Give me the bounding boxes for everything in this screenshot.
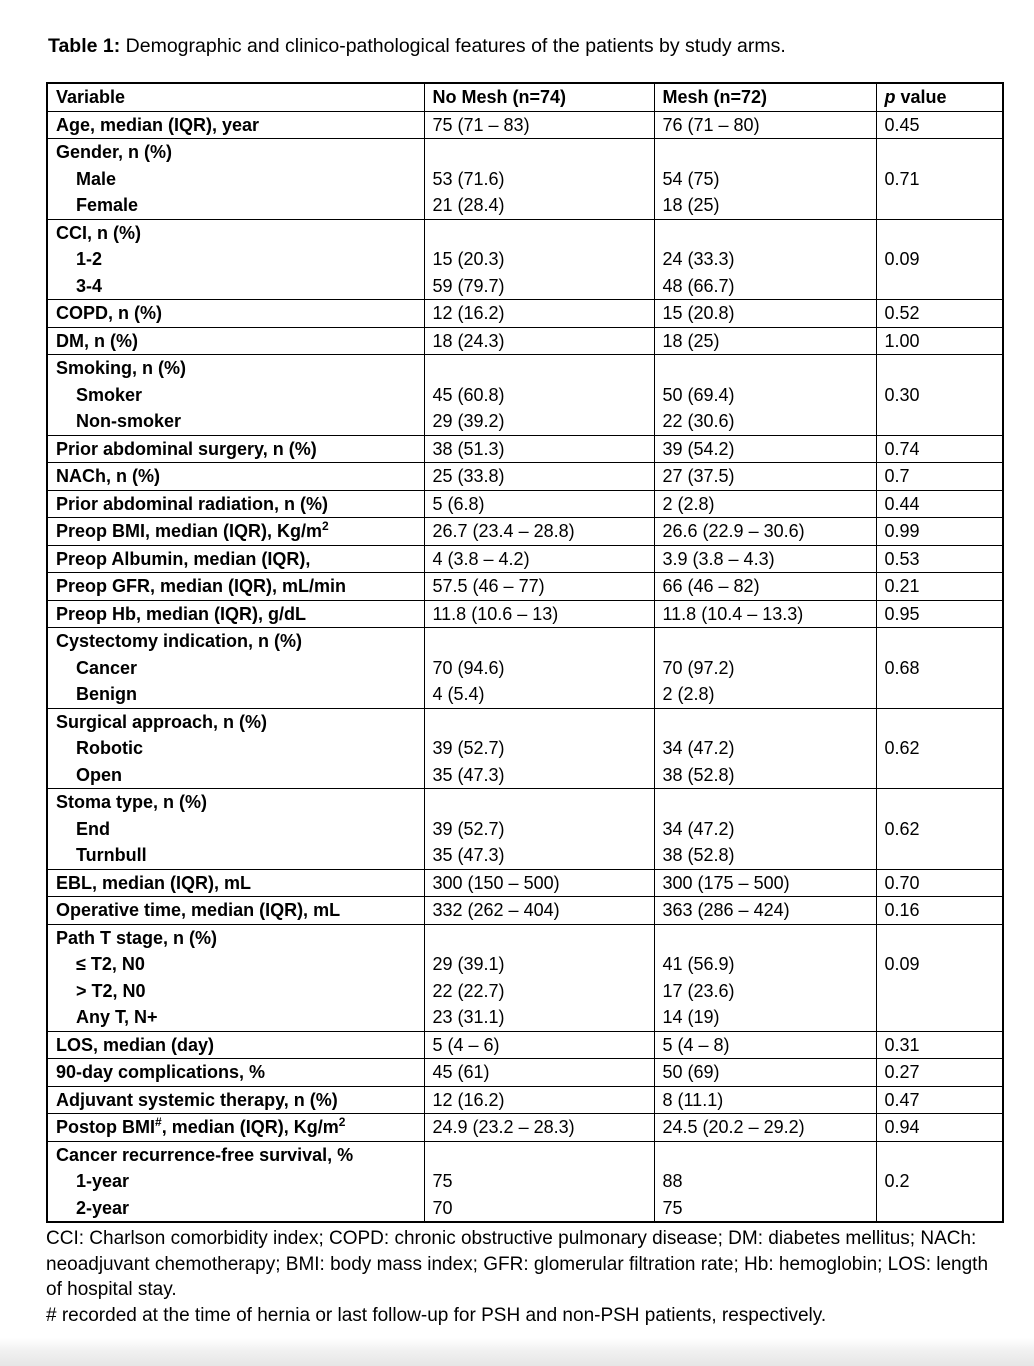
cell-line: 332 (262 – 404)	[432, 900, 560, 920]
cell-line: 0.62	[884, 818, 920, 839]
cell-line: 39 (52.7)	[432, 818, 505, 839]
cell-line	[885, 220, 995, 247]
p-value-cell	[876, 139, 1003, 220]
cell-line: 0.09	[884, 954, 920, 974]
cell-line: 0.70	[884, 872, 920, 893]
cell-line: 39 (54.2)	[662, 438, 735, 459]
no-mesh-cell	[424, 300, 654, 328]
demographics-table	[46, 82, 1004, 1223]
cell-line	[663, 628, 868, 655]
no-mesh-cell	[424, 219, 654, 300]
p-value-cell	[876, 219, 1003, 300]
p-value-cell	[876, 355, 1003, 436]
no-mesh-cell	[424, 139, 654, 220]
page-bottom-edge	[0, 1338, 1034, 1366]
table-row	[47, 518, 1003, 546]
cell-line	[663, 789, 868, 816]
variable-cell	[47, 573, 424, 601]
table-row	[47, 628, 1003, 709]
cell-line: 363 (286 – 424)	[662, 900, 790, 920]
cell-line: 2-year	[76, 1197, 130, 1218]
cell-line: Preop Albumin, median (IQR),	[56, 548, 311, 569]
p-value-cell	[876, 300, 1003, 328]
cell-line	[885, 628, 995, 655]
cell-line	[885, 789, 995, 816]
variable-cell	[47, 600, 424, 628]
cell-line: 45 (61)	[432, 1062, 490, 1082]
variable-cell	[47, 435, 424, 463]
cell-line: 14 (19)	[662, 1007, 720, 1027]
p-value-cell	[876, 490, 1003, 518]
cell-line: 1.00	[884, 330, 920, 351]
mesh-cell	[654, 545, 876, 573]
no-mesh-cell	[424, 869, 654, 897]
variable-cell	[47, 355, 424, 436]
mesh-cell	[654, 219, 876, 300]
cell-line: No Mesh (n=74)	[432, 87, 567, 107]
no-mesh-cell	[424, 463, 654, 491]
no-mesh-cell	[424, 490, 654, 518]
cell-line: Gender, n (%)	[56, 142, 173, 162]
cell-line: 0.95	[884, 603, 920, 624]
cell-line: 24.9 (23.2 – 28.3)	[432, 1117, 575, 1137]
variable-cell	[47, 1059, 424, 1087]
cell-line	[433, 139, 646, 166]
variable-cell	[47, 490, 424, 518]
variable-cell	[47, 1141, 424, 1222]
variable-cell	[47, 628, 424, 709]
variable-cell	[47, 708, 424, 789]
table-title-label: Table 1:	[48, 35, 121, 57]
p-value-cell	[876, 463, 1003, 491]
table-body	[47, 111, 1003, 1222]
cell-line: Preop Hb, median (IQR), g/dL	[56, 603, 307, 624]
cell-line: 2 (2.8)	[662, 493, 715, 514]
no-mesh-cell	[424, 897, 654, 925]
p-value-cell	[876, 924, 1003, 1031]
cell-line: 75	[662, 1197, 683, 1218]
mesh-cell	[654, 518, 876, 546]
cell-line: 1-year	[76, 1171, 130, 1191]
variable-cell	[47, 897, 424, 925]
cell-line: 5 (4 – 6)	[432, 1034, 500, 1055]
cell-line: 3.9 (3.8 – 4.3)	[662, 548, 775, 569]
table-row	[47, 545, 1003, 573]
cell-line: 0.09	[884, 249, 920, 269]
mesh-cell	[654, 1114, 876, 1142]
cell-line	[663, 220, 868, 247]
cell-line: 0.7	[884, 466, 910, 486]
cell-line: 21 (28.4)	[432, 195, 505, 215]
no-mesh-cell	[424, 628, 654, 709]
table-row	[47, 897, 1003, 925]
cell-line: 300 (150 – 500)	[432, 872, 560, 893]
cell-line: 17 (23.6)	[662, 980, 735, 1001]
cell-line: Benign	[76, 684, 137, 704]
cell-line: Turnbull	[76, 845, 147, 865]
cell-line: LOS, median (day)	[56, 1034, 215, 1055]
variable-cell	[47, 463, 424, 491]
cell-line: 0.30	[884, 384, 920, 405]
cell-line	[433, 789, 646, 816]
cell-line: Smoker	[76, 384, 143, 405]
cell-line	[433, 709, 646, 736]
table-row	[47, 1086, 1003, 1114]
cell-line: 18 (25)	[662, 195, 720, 215]
no-mesh-cell	[424, 435, 654, 463]
table-row	[47, 219, 1003, 300]
cell-line: 3-4	[76, 275, 103, 296]
table-title-text: Demographic and clinico-pathological features of the patients by study arms.	[120, 35, 786, 57]
cell-line: 70 (94.6)	[432, 657, 505, 678]
table-row	[47, 139, 1003, 220]
table-title	[48, 34, 990, 58]
cell-line: 75	[432, 1171, 453, 1191]
footnotes	[46, 1226, 994, 1328]
no-mesh-cell	[424, 1141, 654, 1222]
cell-line: 24 (33.3)	[662, 249, 735, 269]
table-row	[47, 600, 1003, 628]
table-header	[47, 83, 1003, 111]
cell-line: 50 (69)	[662, 1062, 720, 1082]
cell-line: Male	[76, 168, 117, 189]
variable-cell	[47, 1031, 424, 1059]
cell-line: Cancer recurrence-free survival, %	[56, 1144, 354, 1165]
p-value-cell	[876, 518, 1003, 546]
cell-line: 25 (33.8)	[432, 466, 505, 486]
cell-line: > T2, N0	[76, 980, 146, 1001]
p-value-cell	[876, 435, 1003, 463]
cell-line: DM, n (%)	[56, 330, 138, 351]
variable-cell	[47, 869, 424, 897]
cell-line: Age, median (IQR), year	[56, 114, 260, 135]
cell-line: 76 (71 – 80)	[662, 114, 760, 135]
footnote-hash: # recorded at the time of hernia or last follow-up for PSH and non-PSH patients, respectively.	[46, 1304, 827, 1326]
table-row	[47, 111, 1003, 139]
table-row	[47, 435, 1003, 463]
cell-line: Path T stage, n (%)	[56, 927, 218, 948]
no-mesh-cell	[424, 924, 654, 1031]
cell-line: 0.27	[884, 1062, 920, 1082]
cell-line: 35 (47.3)	[432, 845, 505, 865]
cell-line: 41 (56.9)	[662, 954, 735, 974]
column-header-0	[47, 83, 424, 111]
cell-line: 38 (52.8)	[662, 845, 735, 865]
cell-line: 4 (3.8 – 4.2)	[432, 548, 530, 569]
cell-line: Mesh (n=72)	[662, 87, 768, 107]
cell-line: 38 (52.8)	[662, 764, 735, 785]
no-mesh-cell	[424, 573, 654, 601]
cell-line: 45 (60.8)	[432, 384, 505, 405]
cell-line: 0.52	[884, 303, 920, 323]
cell-line: 0.47	[884, 1089, 920, 1110]
cell-line: 75 (71 – 83)	[432, 114, 530, 135]
cell-line: Operative time, median (IQR), mL	[56, 900, 341, 920]
no-mesh-cell	[424, 1114, 654, 1142]
cell-line: Cystectomy indication, n (%)	[56, 631, 303, 651]
cell-line: Robotic	[76, 738, 143, 758]
mesh-cell	[654, 789, 876, 870]
cell-line: Female	[76, 195, 139, 215]
cell-line	[663, 709, 868, 736]
mesh-cell	[654, 300, 876, 328]
mesh-cell	[654, 327, 876, 355]
column-header-3	[876, 83, 1003, 111]
cell-line: CCI, n (%)	[56, 222, 141, 243]
cell-line: EBL, median (IQR), mL	[56, 872, 252, 893]
p-value-cell	[876, 897, 1003, 925]
table-row	[47, 463, 1003, 491]
cell-line	[663, 925, 868, 952]
mesh-cell	[654, 1059, 876, 1087]
cell-line: 70 (97.2)	[662, 657, 735, 678]
cell-line: NACh, n (%)	[56, 466, 160, 486]
cell-line: 34 (47.2)	[662, 738, 735, 758]
cell-line: 0.44	[884, 493, 920, 514]
no-mesh-cell	[424, 1059, 654, 1087]
table-row	[47, 1114, 1003, 1142]
no-mesh-cell	[424, 1031, 654, 1059]
cell-line: Prior abdominal surgery, n (%)	[56, 438, 317, 459]
cell-line: 27 (37.5)	[662, 466, 735, 486]
cell-line: 0.94	[884, 1117, 920, 1137]
cell-line: 57.5 (46 – 77)	[432, 576, 545, 596]
table-row	[47, 708, 1003, 789]
cell-line: 0.68	[884, 657, 920, 678]
cell-line: 0.53	[884, 548, 920, 569]
cell-line: 0.62	[884, 738, 920, 758]
p-value-cell	[876, 1086, 1003, 1114]
cell-line: Postop BMI#, median (IQR), $Kg/m^2$	[56, 1115, 346, 1137]
cell-line: Open	[76, 764, 123, 785]
cell-line: 5 (6.8)	[432, 493, 485, 514]
cell-line: Any T, N+	[76, 1007, 158, 1027]
p-value-cell	[876, 111, 1003, 139]
cell-line: 54 (75)	[662, 168, 720, 189]
cell-line: 0.74	[884, 438, 920, 459]
cell-line	[663, 1142, 868, 1169]
table-row	[47, 1059, 1003, 1087]
cell-line: Preop BMI, median (IQR), $Kg/m^2$	[56, 519, 329, 541]
cell-line	[433, 925, 646, 952]
variable-cell	[47, 545, 424, 573]
p-value-cell	[876, 1114, 1003, 1142]
cell-line: 66 (46 – 82)	[662, 576, 760, 596]
cell-line: 88	[662, 1171, 683, 1191]
cell-line: 53 (71.6)	[432, 168, 505, 189]
mesh-cell	[654, 628, 876, 709]
cell-line: 0.16	[884, 900, 920, 920]
p-value-cell	[876, 327, 1003, 355]
table-row	[47, 300, 1003, 328]
mesh-cell	[654, 869, 876, 897]
cell-line: 4 (5.4)	[432, 684, 485, 704]
variable-cell	[47, 1086, 424, 1114]
p-value-cell	[876, 545, 1003, 573]
cell-line: 0.99	[884, 521, 920, 541]
p-value-cell	[876, 1059, 1003, 1087]
cell-line: COPD, n (%)	[56, 303, 162, 323]
cell-line: 39 (52.7)	[432, 738, 505, 758]
variable-cell	[47, 1114, 424, 1142]
column-header-2	[654, 83, 876, 111]
cell-line: 0.2	[884, 1171, 910, 1191]
variable-cell	[47, 111, 424, 139]
cell-line: 18 (25)	[662, 330, 720, 351]
cell-line: Smoking, n (%)	[56, 358, 186, 378]
cell-line: 90-day complications, %	[56, 1062, 266, 1082]
p-value-cell	[876, 1141, 1003, 1222]
mesh-cell	[654, 573, 876, 601]
table-row	[47, 355, 1003, 436]
cell-line	[885, 709, 995, 736]
cell-line: Preop GFR, median (IQR), mL/min	[56, 576, 347, 596]
table-row	[47, 869, 1003, 897]
cell-line: 2 (2.8)	[662, 684, 715, 704]
p-value-cell	[876, 789, 1003, 870]
mesh-cell	[654, 1141, 876, 1222]
no-mesh-cell	[424, 111, 654, 139]
cell-line: 59 (79.7)	[432, 275, 505, 296]
mesh-cell	[654, 111, 876, 139]
cell-line: 22 (22.7)	[432, 980, 505, 1001]
table-row	[47, 573, 1003, 601]
cell-line: 0.45	[884, 114, 920, 135]
no-mesh-cell	[424, 600, 654, 628]
cell-line	[433, 355, 646, 382]
cell-line: End	[76, 818, 110, 839]
variable-cell	[47, 327, 424, 355]
variable-cell	[47, 518, 424, 546]
cell-line: 38 (51.3)	[432, 438, 505, 459]
mesh-cell	[654, 139, 876, 220]
mesh-cell	[654, 1031, 876, 1059]
cell-line: Non-smoker	[76, 411, 182, 431]
p-value-cell	[876, 628, 1003, 709]
mesh-cell	[654, 924, 876, 1031]
cell-line: 0.21	[884, 576, 920, 596]
variable-cell	[47, 789, 424, 870]
cell-line: 18 (24.3)	[432, 330, 505, 351]
mesh-cell	[654, 355, 876, 436]
table-header-row	[47, 83, 1003, 111]
p-value-cell	[876, 1031, 1003, 1059]
cell-line: Prior abdominal radiation, n (%)	[56, 493, 329, 514]
cell-line	[433, 220, 646, 247]
no-mesh-cell	[424, 1086, 654, 1114]
mesh-cell	[654, 600, 876, 628]
cell-line	[663, 139, 868, 166]
cell-line: p value	[884, 87, 947, 107]
cell-line: Stoma type, n (%)	[56, 792, 208, 812]
no-mesh-cell	[424, 545, 654, 573]
mesh-cell	[654, 435, 876, 463]
table-row	[47, 327, 1003, 355]
table-row	[47, 924, 1003, 1031]
no-mesh-cell	[424, 327, 654, 355]
cell-line: 15 (20.8)	[662, 303, 735, 323]
mesh-cell	[654, 708, 876, 789]
cell-line: 1-2	[76, 249, 103, 269]
cell-line: Variable	[56, 87, 126, 107]
mesh-cell	[654, 897, 876, 925]
cell-line: Cancer	[76, 657, 138, 678]
cell-line: 50 (69.4)	[662, 384, 735, 405]
cell-line: 0.31	[884, 1034, 920, 1055]
p-value-cell	[876, 600, 1003, 628]
column-header-1	[424, 83, 654, 111]
cell-line	[885, 925, 995, 952]
cell-line: 8 (11.1)	[662, 1089, 724, 1110]
variable-cell	[47, 219, 424, 300]
cell-line	[885, 139, 995, 166]
cell-line: 35 (47.3)	[432, 764, 505, 785]
cell-line	[885, 355, 995, 382]
cell-line: 22 (30.6)	[662, 411, 735, 431]
cell-line: Adjuvant systemic therapy, n (%)	[56, 1089, 338, 1110]
cell-line: 24.5 (20.2 – 29.2)	[662, 1117, 805, 1137]
no-mesh-cell	[424, 708, 654, 789]
cell-line: 26.6 (22.9 – 30.6)	[662, 521, 805, 541]
cell-line: 34 (47.2)	[662, 818, 735, 839]
variable-cell	[47, 924, 424, 1031]
cell-line	[663, 355, 868, 382]
footnote-abbreviations: CCI: Charlson comorbidity index; COPD: chronic obstructive pulmonary disease; DM: diabetes mellitus; NACh: neoadjuvant chemotherapy; BMI: body mass index; GFR: glomerular filtration rate; Hb: hemoglobin; LOS: length of hospital stay.	[46, 1228, 989, 1300]
no-mesh-cell	[424, 518, 654, 546]
cell-line	[885, 1142, 995, 1169]
cell-line: 70	[432, 1197, 453, 1218]
p-value-cell	[876, 869, 1003, 897]
cell-line: 15 (20.3)	[432, 249, 505, 269]
mesh-cell	[654, 463, 876, 491]
variable-cell	[47, 300, 424, 328]
cell-line: 12 (16.2)	[432, 303, 505, 323]
cell-line: Surgical approach, n (%)	[56, 711, 268, 732]
table-row	[47, 1141, 1003, 1222]
cell-line: 300 (175 – 500)	[662, 872, 790, 893]
cell-line: 5 (4 – 8)	[662, 1034, 730, 1055]
table-row	[47, 1031, 1003, 1059]
p-value-cell	[876, 708, 1003, 789]
cell-line: 11.8 (10.6 – 13)	[432, 603, 559, 624]
cell-line: ≤ T2, N0	[76, 954, 145, 974]
cell-line: 0.71	[884, 168, 920, 189]
mesh-cell	[654, 490, 876, 518]
p-value-cell	[876, 573, 1003, 601]
no-mesh-cell	[424, 789, 654, 870]
cell-line: 48 (66.7)	[662, 275, 735, 296]
cell-line	[433, 1142, 646, 1169]
cell-line: 23 (31.1)	[432, 1007, 505, 1027]
cell-line: 11.8 (10.4 – 13.3)	[662, 603, 804, 624]
variable-cell	[47, 139, 424, 220]
cell-line: 26.7 (23.4 – 28.8)	[432, 521, 575, 541]
cell-line: 12 (16.2)	[432, 1089, 505, 1110]
cell-line: 29 (39.1)	[432, 954, 505, 974]
cell-line: 29 (39.2)	[432, 411, 505, 431]
table-row	[47, 789, 1003, 870]
table-row	[47, 490, 1003, 518]
mesh-cell	[654, 1086, 876, 1114]
no-mesh-cell	[424, 355, 654, 436]
cell-line	[433, 628, 646, 655]
